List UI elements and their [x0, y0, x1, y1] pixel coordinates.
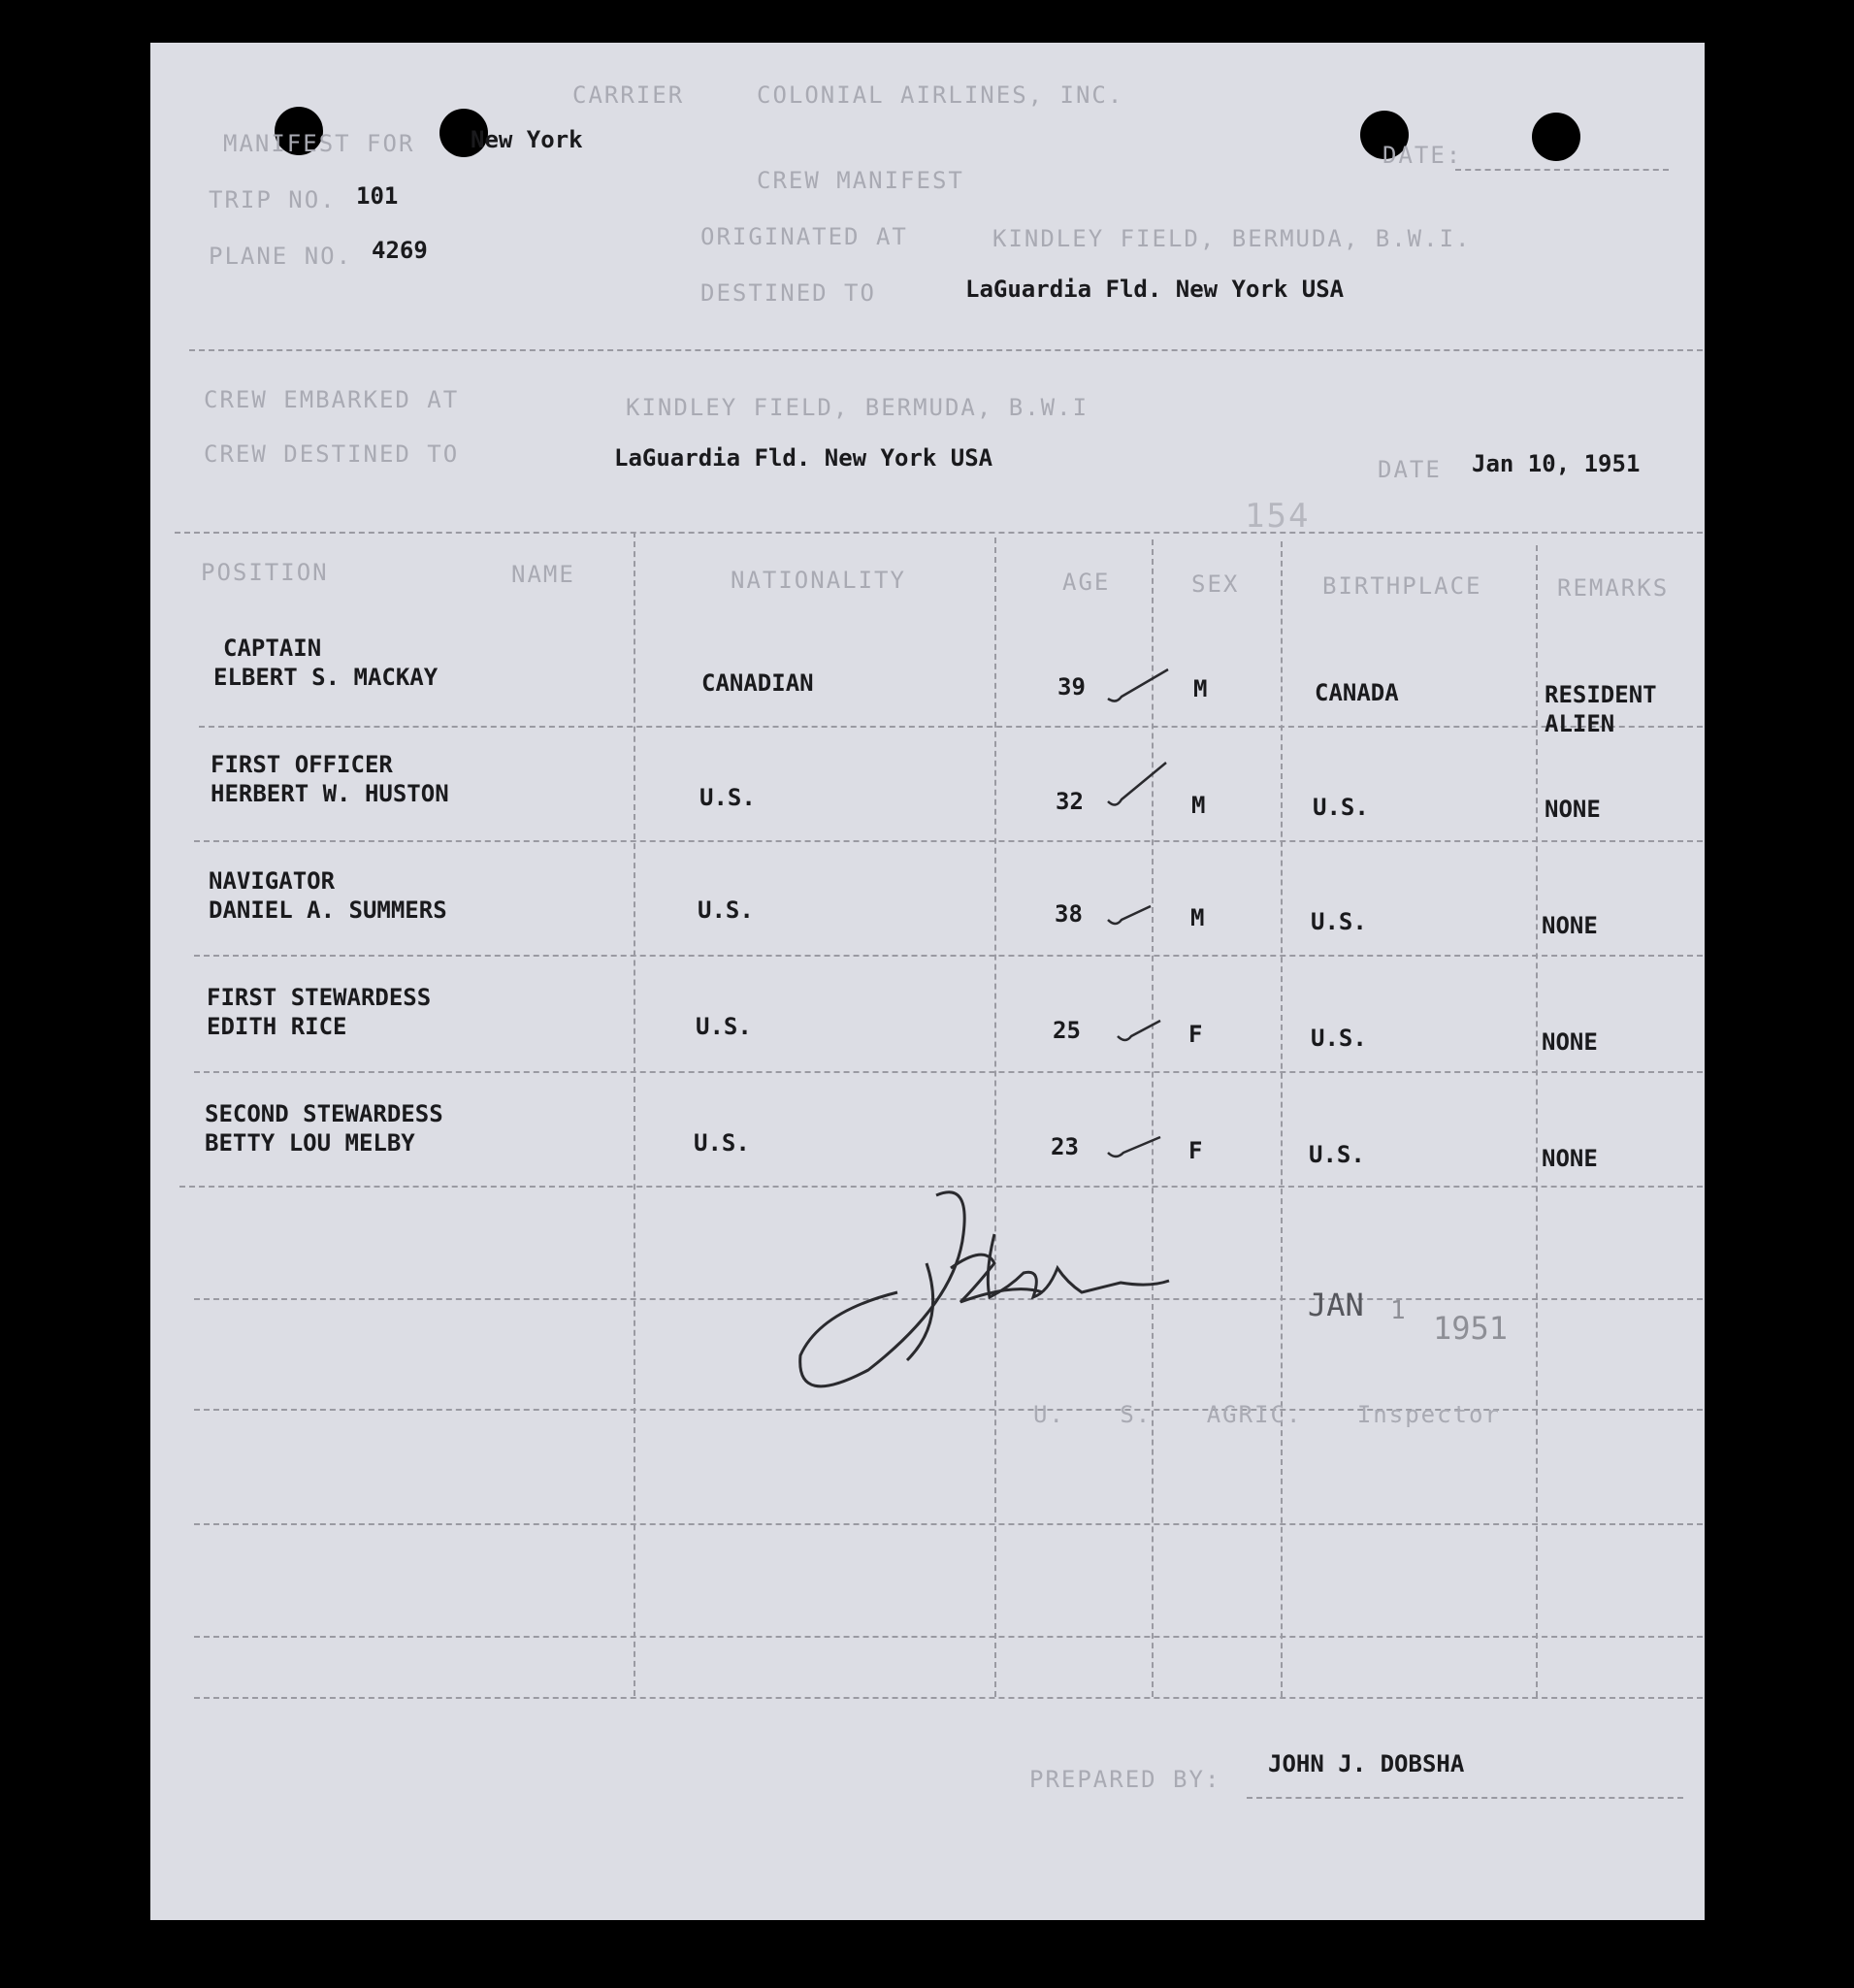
- row3-remarks: NONE: [1542, 912, 1598, 939]
- page-number: 154: [1245, 497, 1311, 536]
- row4-remarks: NONE: [1542, 1028, 1598, 1056]
- row5-nationality: U.S.: [694, 1129, 750, 1157]
- crew-date-value: Jan 10, 1951: [1472, 450, 1641, 477]
- row2-age: 32: [1056, 788, 1084, 815]
- stamp-year: 1951: [1433, 1310, 1509, 1347]
- row5-remarks: NONE: [1542, 1145, 1598, 1172]
- row5-sex: F: [1188, 1137, 1203, 1164]
- plane-no-value: 4269: [372, 237, 428, 264]
- row3-birthplace: U.S.: [1311, 908, 1367, 935]
- row-separator: [194, 955, 1703, 957]
- check-mark-icon: [1106, 761, 1174, 819]
- row2-remarks: NONE: [1545, 796, 1601, 823]
- row3-age: 38: [1055, 900, 1083, 928]
- row4-birthplace: U.S.: [1311, 1025, 1367, 1052]
- row2-name: HERBERT W. HUSTON: [211, 780, 449, 807]
- header-birthplace: BIRTHPLACE: [1322, 572, 1482, 600]
- row2-position: FIRST OFFICER: [211, 751, 393, 778]
- header-sex: SEX: [1191, 570, 1240, 598]
- row5-age: 23: [1051, 1133, 1079, 1160]
- row1-nationality: CANADIAN: [701, 669, 814, 697]
- date-underline: [1455, 169, 1669, 171]
- row5-birthplace: U.S.: [1309, 1141, 1365, 1168]
- table-top-line: [175, 532, 1703, 534]
- check-mark-icon: [1106, 664, 1174, 712]
- crew-destined-value: LaGuardia Fld. New York USA: [614, 444, 993, 472]
- originated-label: ORIGINATED AT: [700, 223, 908, 250]
- stamp-day: 1: [1390, 1296, 1406, 1325]
- row1-position: CAPTAIN: [223, 635, 322, 662]
- row1-birthplace: CANADA: [1315, 679, 1399, 706]
- check-mark-icon: [1106, 896, 1155, 935]
- header-separator: [189, 349, 1703, 351]
- date-label: DATE:: [1382, 142, 1463, 169]
- check-mark-icon: [1106, 1129, 1164, 1168]
- originated-value: KINDLEY FIELD, BERMUDA, B.W.I.: [992, 225, 1472, 252]
- crew-embarked-value: KINDLEY FIELD, BERMUDA, B.W.I: [626, 394, 1090, 421]
- trip-no-label: TRIP NO.: [209, 186, 337, 213]
- manifest-for-label: MANIFEST FOR: [223, 130, 415, 157]
- inspector-label: U. S. AGRIC. Inspector: [1033, 1401, 1501, 1428]
- header-remarks: REMARKS: [1557, 574, 1670, 602]
- row2-nationality: U.S.: [699, 784, 756, 811]
- table-bottom-line: [194, 1697, 1703, 1699]
- row-separator: [199, 726, 1703, 728]
- manifest-for-value: New York: [471, 126, 583, 153]
- header-nationality: NATIONALITY: [731, 567, 906, 594]
- crew-embarked-label: CREW EMBARKED AT: [204, 386, 460, 413]
- row4-nationality: U.S.: [696, 1013, 752, 1040]
- prepared-by-label: PREPARED BY:: [1029, 1766, 1221, 1793]
- prepared-by-value: JOHN J. DOBSHA: [1268, 1750, 1465, 1777]
- column-divider: [634, 532, 635, 1696]
- row-separator: [194, 840, 1703, 842]
- row4-name: EDITH RICE: [207, 1013, 347, 1040]
- row4-sex: F: [1188, 1021, 1203, 1048]
- form-title: CREW MANIFEST: [757, 167, 964, 194]
- header-name: NAME: [511, 561, 575, 588]
- row5-name: BETTY LOU MELBY: [205, 1129, 415, 1157]
- inspector-signature: [791, 1176, 1179, 1428]
- destined-value: LaGuardia Fld. New York USA: [965, 276, 1345, 303]
- crew-destined-label: CREW DESTINED TO: [204, 440, 460, 468]
- header-position: POSITION: [201, 559, 329, 586]
- plane-no-label: PLANE NO.: [209, 243, 353, 270]
- crew-date-label: DATE: [1378, 456, 1442, 483]
- row1-name: ELBERT S. MACKAY: [213, 664, 439, 691]
- row-separator: [194, 1071, 1703, 1073]
- row1-remarks-line1: RESIDENT: [1545, 681, 1657, 708]
- destined-label: DESTINED TO: [700, 279, 876, 307]
- row3-name: DANIEL A. SUMMERS: [209, 896, 447, 924]
- carrier-value: COLONIAL AIRLINES, INC.: [757, 81, 1124, 109]
- row-separator: [194, 1636, 1703, 1638]
- row3-sex: M: [1190, 904, 1205, 931]
- stamp-month: JAN: [1308, 1287, 1364, 1323]
- prepared-by-underline: [1247, 1797, 1683, 1799]
- row1-remarks-line2: ALIEN: [1545, 710, 1615, 737]
- punch-hole: [1532, 113, 1580, 161]
- row4-position: FIRST STEWARDESS: [207, 984, 432, 1011]
- row2-sex: M: [1191, 792, 1206, 819]
- check-mark-icon: [1116, 1013, 1164, 1052]
- row1-sex: M: [1193, 675, 1208, 702]
- row3-nationality: U.S.: [698, 896, 754, 924]
- row3-position: NAVIGATOR: [209, 867, 336, 895]
- row-separator: [194, 1523, 1703, 1525]
- row2-birthplace: U.S.: [1313, 794, 1369, 821]
- header-age: AGE: [1062, 569, 1111, 596]
- trip-no-value: 101: [356, 182, 399, 210]
- manifest-document: [150, 43, 1705, 1920]
- row1-age: 39: [1057, 673, 1086, 701]
- carrier-label: CARRIER: [572, 81, 685, 109]
- row5-position: SECOND STEWARDESS: [205, 1100, 443, 1127]
- row4-age: 25: [1053, 1017, 1081, 1044]
